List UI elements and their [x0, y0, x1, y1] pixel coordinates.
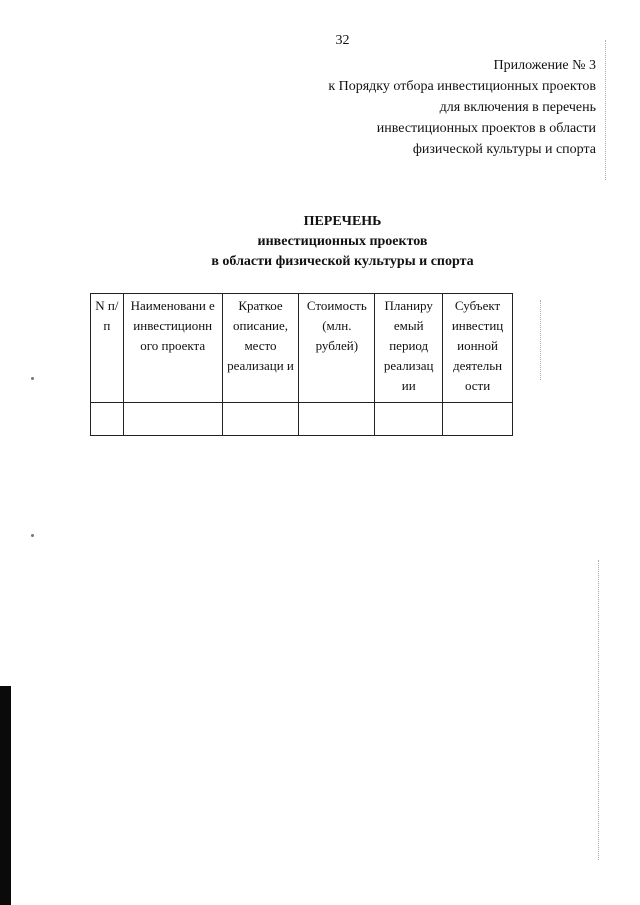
title-line-2: инвестиционных проектов: [257, 234, 428, 249]
scan-noise: [598, 560, 600, 860]
table-cell: [222, 403, 299, 436]
appendix-line-3: для включения в перечень: [439, 100, 596, 115]
appendix-line-4: инвестиционных проектов в области: [376, 121, 596, 136]
header-subject: Субъект инвестиц ионной деятельн ости: [443, 294, 513, 403]
document-title: [0, 212, 640, 272]
scan-speck: [31, 534, 34, 537]
page-number: 32: [335, 33, 350, 48]
table-cell: [299, 403, 375, 436]
table-cell: [375, 403, 443, 436]
scan-noise: [605, 40, 607, 180]
header-number: N п/п: [91, 294, 124, 403]
header-cost: Стоимость (млн. рублей): [299, 294, 375, 403]
scan-speck: [31, 377, 34, 380]
table-header-row: [91, 294, 513, 403]
table-cell: [443, 403, 513, 436]
title-line-3: в области физической культуры и спорта: [211, 254, 474, 269]
projects-table: [90, 293, 513, 436]
table-row: [91, 403, 513, 436]
header-project-name: Наименовани е инвестиционн ого проекта: [123, 294, 222, 403]
scan-noise: [540, 300, 542, 380]
table-cell: [91, 403, 124, 436]
appendix-line-5: физической культуры и спорта: [412, 142, 596, 157]
appendix-line-1: Приложение № 3: [493, 58, 596, 73]
header-period: Планиру емый период реализац ии: [375, 294, 443, 403]
appendix-note: [328, 55, 596, 160]
header-description: Краткое описание, место реализаци и: [222, 294, 299, 403]
appendix-line-2: к Порядку отбора инвестиционных проектов: [328, 79, 596, 94]
scan-shadow: [0, 686, 11, 905]
table-cell: [123, 403, 222, 436]
title-line-1: ПЕРЕЧЕНЬ: [303, 214, 382, 229]
